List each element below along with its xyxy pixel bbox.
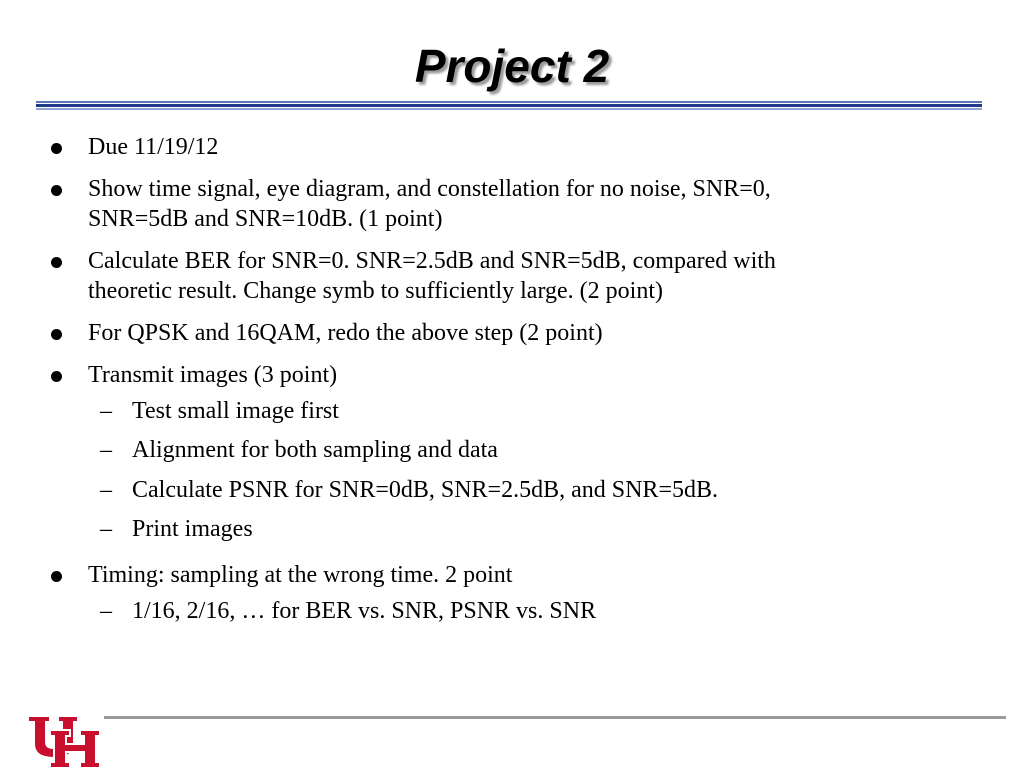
bullet-marker: [50, 324, 66, 340]
bullet-dot-icon: [51, 329, 62, 340]
bullet-text: For QPSK and 16QAM, redo the above step (2 point): [88, 320, 603, 346]
bullet-dot-icon: [51, 257, 62, 268]
bullet-text-continued: SNR=5dB and SNR=10dB. (1 point): [88, 206, 443, 232]
sub-bullet-text: Test small image first: [132, 398, 339, 424]
bullet-marker: [50, 566, 66, 582]
bullet-dot-icon: [51, 371, 62, 382]
bullet-text: Transmit images (3 point): [88, 362, 338, 388]
bullet-text: Timing: sampling at the wrong time. 2 point: [88, 562, 513, 588]
bullet-marker: [50, 366, 66, 382]
sub-bullet-text: Calculate PSNR for SNR=0dB, SNR=2.5dB, and SNR=5dB.: [132, 477, 718, 503]
sub-bullet-dash: –: [100, 598, 112, 624]
bullet-marker: [50, 180, 66, 196]
bullet-marker: [50, 252, 66, 268]
sub-bullet-dash: –: [100, 398, 112, 424]
bullet-text: Due 11/19/12: [88, 134, 219, 160]
sub-bullet-text: Print images: [132, 516, 253, 542]
bullet-text: Calculate BER for SNR=0. SNR=2.5dB and SNR=5dB, compared with: [88, 248, 776, 274]
uh-logo-icon: [24, 714, 104, 768]
sub-bullet-text: Alignment for both sampling and data: [132, 437, 498, 463]
bullet-dot-icon: [51, 571, 62, 582]
footer-rule: [104, 716, 1006, 719]
sub-bullet-dash: –: [100, 516, 112, 542]
sub-bullet-text: 1/16, 2/16, … for BER vs. SNR, PSNR vs. SNR: [132, 598, 597, 624]
sub-bullet-dash: –: [100, 477, 112, 503]
page-title: Project 2: [414, 40, 610, 92]
bullet-dot-icon: [51, 143, 62, 154]
bullet-marker: [50, 138, 66, 154]
bullet-text-continued: theoretic result. Change symb to sufficiently large. (2 point): [88, 278, 663, 304]
sub-bullet-dash: –: [100, 437, 112, 463]
bullet-dot-icon: [51, 185, 62, 196]
bullet-text: Show time signal, eye diagram, and constellation for no noise, SNR=0,: [88, 176, 771, 202]
